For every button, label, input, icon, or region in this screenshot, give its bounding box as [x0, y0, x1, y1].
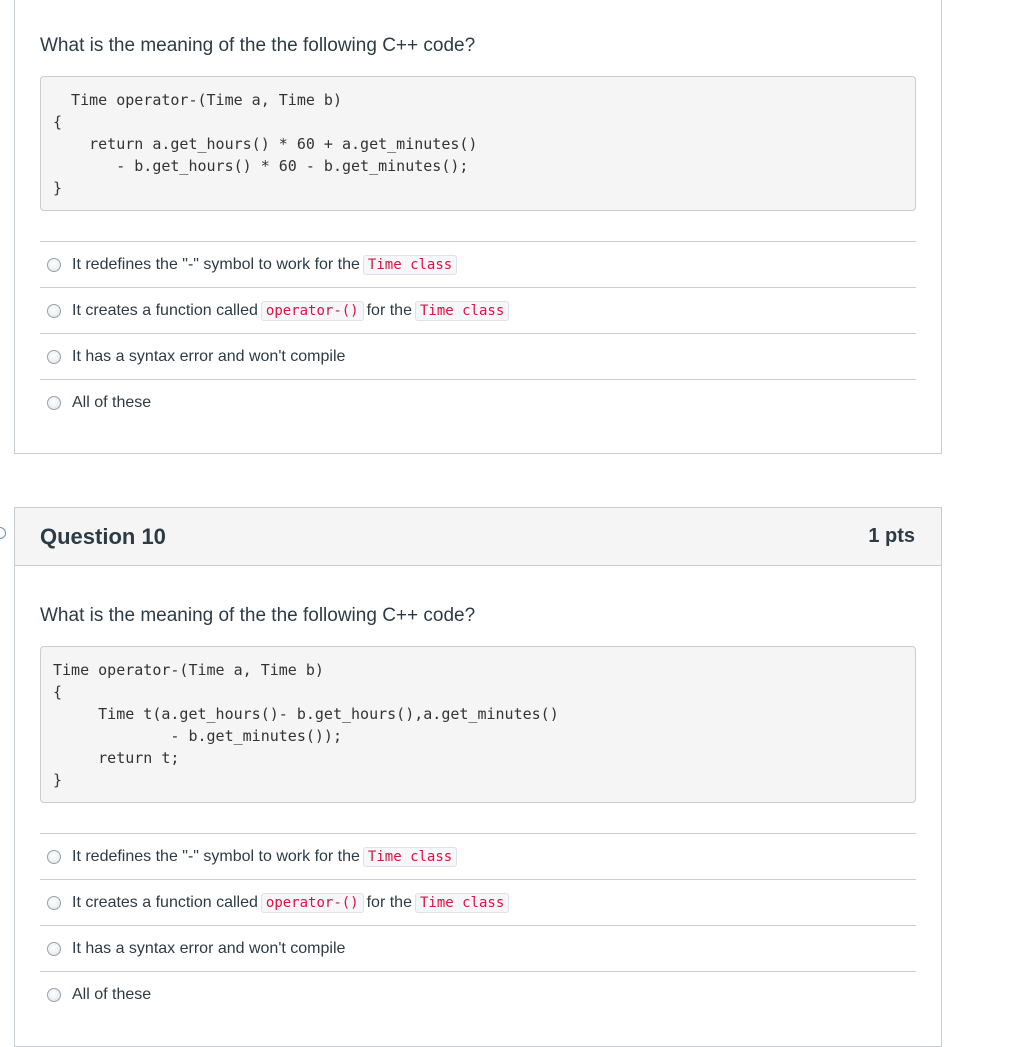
answer-label: All of these	[72, 394, 152, 411]
code-line: Time t(a.get_hours()- b.get_hours(),a.get_minutes()	[53, 705, 559, 723]
inline-code: operator-()	[261, 893, 364, 913]
answer-option[interactable]	[40, 288, 916, 334]
answer-option[interactable]	[40, 334, 916, 380]
answer-label: It redefines the "-" symbol to work for the	[72, 847, 360, 865]
question-body	[15, 0, 941, 426]
answer-list	[40, 241, 916, 426]
question-points: 1 pts	[868, 525, 915, 547]
answer-option[interactable]	[40, 926, 916, 972]
answer-label: It has a syntax error and won't compile	[72, 939, 346, 957]
inline-code: Time class	[415, 301, 509, 321]
answer-label: It has a syntax error and won't compile	[72, 347, 346, 365]
answer-option[interactable]	[40, 834, 916, 880]
code-block	[40, 646, 916, 803]
question-header	[15, 508, 941, 566]
answer-option[interactable]	[40, 972, 916, 1018]
answer-label: It redefines the "-" symbol to work for the	[72, 255, 360, 273]
question-text: What is the meaning of the the following C++ code?	[40, 605, 476, 626]
answer-option[interactable]	[40, 380, 916, 426]
code-line: return t;	[53, 749, 180, 767]
radio-button[interactable]	[47, 850, 61, 864]
inline-code: Time class	[363, 255, 457, 275]
inline-code: Time class	[363, 847, 457, 867]
question-10-card	[14, 507, 942, 1047]
question-body	[15, 566, 941, 1018]
code-line: return a.get_hours() * 60 + a.get_minutes()	[53, 135, 478, 153]
question-flag-marker[interactable]	[0, 527, 6, 539]
answer-label: All of these	[72, 986, 152, 1003]
answer-list	[40, 833, 916, 1018]
radio-button[interactable]	[47, 350, 61, 364]
code-line: {	[53, 113, 63, 131]
answer-label: for the	[366, 893, 412, 911]
radio-button[interactable]	[47, 896, 61, 910]
answer-label: It creates a function called	[72, 893, 258, 911]
question-text: What is the meaning of the the following C++ code?	[40, 35, 476, 56]
code-line: }	[53, 771, 63, 789]
radio-button[interactable]	[47, 396, 61, 410]
radio-button[interactable]	[47, 988, 61, 1002]
question-9-card	[14, 0, 942, 454]
code-line: - b.get_hours() * 60 - b.get_minutes();	[53, 157, 469, 175]
code-line: {	[53, 683, 63, 701]
answer-label: It creates a function called	[72, 301, 258, 319]
answer-label: for the	[366, 301, 412, 319]
radio-button[interactable]	[47, 942, 61, 956]
answer-option[interactable]	[40, 880, 916, 926]
answer-option[interactable]	[40, 242, 916, 288]
radio-button[interactable]	[47, 304, 61, 318]
code-line: Time operator-(Time a, Time b)	[53, 661, 324, 679]
code-line: - b.get_minutes());	[53, 727, 342, 745]
inline-code: Time class	[415, 893, 509, 913]
code-line: Time operator-(Time a, Time b)	[53, 91, 342, 109]
code-block	[40, 76, 916, 211]
radio-button[interactable]	[47, 258, 61, 272]
inline-code: operator-()	[261, 301, 364, 321]
code-line: }	[53, 179, 63, 197]
question-title: Question 10	[40, 523, 166, 549]
